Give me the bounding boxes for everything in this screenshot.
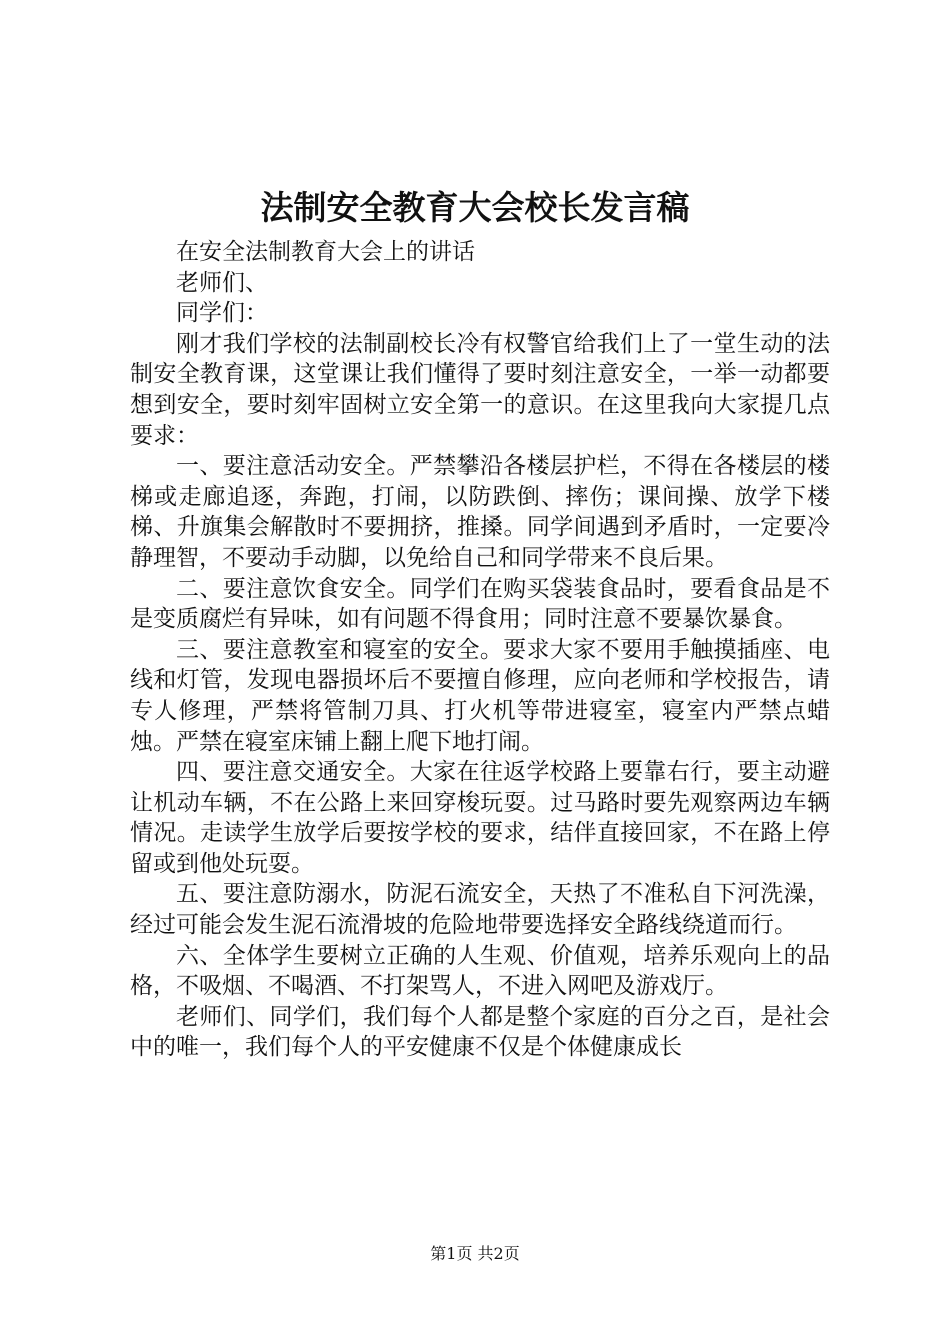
paragraph-values: 六、全体学生要树立正确的人生观、价值观，培养乐观向上的品格，不吸烟、不喝酒、不打架骂人，不进入网吧及游戏厅。 <box>130 942 830 1000</box>
document-body <box>130 237 830 1063</box>
paragraph-closing: 老师们、同学们，我们每个人都是整个家庭的百分之百，是社会中的唯一，我们每个人的平安健康不仅是个体健康成长 <box>130 1003 830 1061</box>
paragraph-activity-safety: 一、要注意活动安全。严禁攀沿各楼层护栏，不得在各楼层的楼梯或走廊追逐，奔跑，打闹，以防跌倒、摔伤；课间操、放学下楼梯、升旗集会解散时不要拥挤，推搡。同学间遇到矛盾时，一定要冷静理智，不要动手动脚，以免给自己和同学带来不良后果。 <box>130 453 830 571</box>
speech-heading: 在安全法制教育大会上的讲话 <box>176 239 475 265</box>
paragraph-food-safety: 二、要注意饮食安全。同学们在购买袋装食品时，要看食品是不是变质腐烂有异味，如有问题不得食用；同时注意不要暴饮暴食。 <box>130 575 830 633</box>
paragraph-traffic-safety: 四、要注意交通安全。大家在往返学校路上要靠右行，要主动避让机动车辆，不在公路上来回穿梭玩耍。过马路时要先观察两边车辆情况。走读学生放学后要按学校的要求，结伴直接回家，不在路上停留或到他处玩耍。 <box>130 759 830 877</box>
paragraph-intro: 刚才我们学校的法制副校长冷有权警官给我们上了一堂生动的法制安全教育课，这堂课让我们懂得了要时刻注意安全，一举一动都要想到安全，要时刻牢固树立安全第一的意识。在这里我向大家提几点要求： <box>130 330 830 449</box>
paragraph-water-safety: 五、要注意防溺水，防泥石流安全，天热了不准私自下河洗澡，经过可能会发生泥石流滑坡的危险地带要选择安全路线绕道而行。 <box>130 881 830 939</box>
paragraph-dorm-safety: 三、要注意教室和寝室的安全。要求大家不要用手触摸插座、电线和灯管，发现电器损坏后不要擅自修理，应向老师和学校报告，请专人修理，严禁将管制刀具、打火机等带进寝室，寝室内严禁点蜡烛。严禁在寝室床铺上翻上爬下地打闹。 <box>130 636 830 755</box>
salutation-students: 同学们： <box>176 300 268 327</box>
page-footer: 第1页 共2页 <box>430 1244 520 1263</box>
document-title: 法制安全教育大会校长发言稿 <box>260 188 690 227</box>
salutation-teachers: 老师们、 <box>176 269 268 296</box>
